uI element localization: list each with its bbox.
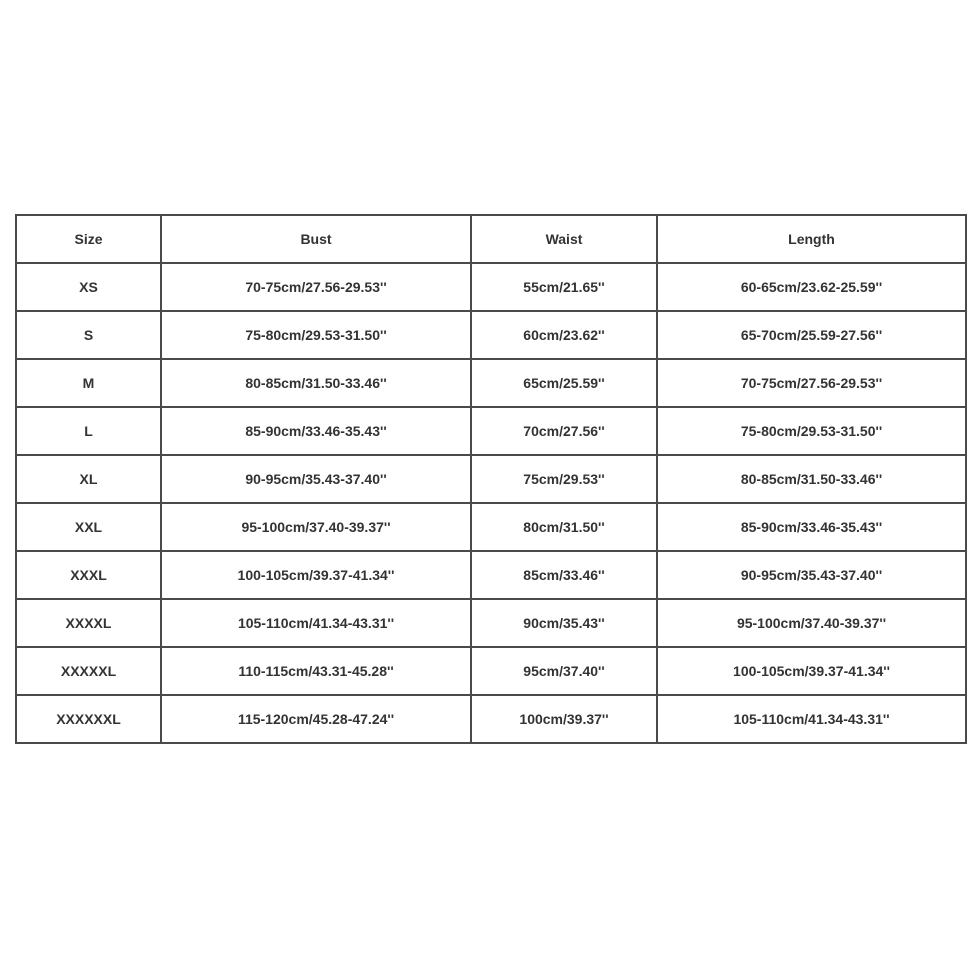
- cell-size: XXXXXL: [16, 647, 161, 695]
- header-size: Size: [16, 215, 161, 263]
- cell-bust: 75-80cm/29.53-31.50'': [161, 311, 471, 359]
- cell-length: 95-100cm/37.40-39.37'': [657, 599, 966, 647]
- cell-length: 70-75cm/27.56-29.53'': [657, 359, 966, 407]
- cell-length: 75-80cm/29.53-31.50'': [657, 407, 966, 455]
- cell-waist: 90cm/35.43'': [471, 599, 657, 647]
- cell-bust: 85-90cm/33.46-35.43'': [161, 407, 471, 455]
- cell-waist: 95cm/37.40'': [471, 647, 657, 695]
- table-row: [16, 311, 966, 359]
- cell-waist: 85cm/33.46'': [471, 551, 657, 599]
- cell-bust: 90-95cm/35.43-37.40'': [161, 455, 471, 503]
- table-row: [16, 503, 966, 551]
- table-row: [16, 455, 966, 503]
- header-bust: Bust: [161, 215, 471, 263]
- cell-size: XXL: [16, 503, 161, 551]
- table-row: [16, 359, 966, 407]
- table-row: [16, 599, 966, 647]
- cell-waist: 80cm/31.50'': [471, 503, 657, 551]
- table-row: [16, 647, 966, 695]
- cell-bust: 70-75cm/27.56-29.53'': [161, 263, 471, 311]
- cell-bust: 110-115cm/43.31-45.28'': [161, 647, 471, 695]
- cell-size: XXXL: [16, 551, 161, 599]
- header-waist: Waist: [471, 215, 657, 263]
- cell-waist: 55cm/21.65'': [471, 263, 657, 311]
- cell-size: S: [16, 311, 161, 359]
- cell-length: 85-90cm/33.46-35.43'': [657, 503, 966, 551]
- cell-size: L: [16, 407, 161, 455]
- header-length: Length: [657, 215, 966, 263]
- cell-size: XL: [16, 455, 161, 503]
- cell-waist: 60cm/23.62'': [471, 311, 657, 359]
- table-row: [16, 695, 966, 743]
- cell-size: XXXXL: [16, 599, 161, 647]
- cell-waist: 70cm/27.56'': [471, 407, 657, 455]
- cell-bust: 100-105cm/39.37-41.34'': [161, 551, 471, 599]
- table-row: [16, 551, 966, 599]
- cell-waist: 65cm/25.59'': [471, 359, 657, 407]
- cell-bust: 105-110cm/41.34-43.31'': [161, 599, 471, 647]
- cell-length: 60-65cm/23.62-25.59'': [657, 263, 966, 311]
- cell-length: 100-105cm/39.37-41.34'': [657, 647, 966, 695]
- cell-bust: 95-100cm/37.40-39.37'': [161, 503, 471, 551]
- cell-waist: 75cm/29.53'': [471, 455, 657, 503]
- cell-length: 105-110cm/41.34-43.31'': [657, 695, 966, 743]
- cell-bust: 115-120cm/45.28-47.24'': [161, 695, 471, 743]
- cell-waist: 100cm/39.37'': [471, 695, 657, 743]
- cell-length: 90-95cm/35.43-37.40'': [657, 551, 966, 599]
- header-row: [16, 215, 966, 263]
- cell-length: 80-85cm/31.50-33.46'': [657, 455, 966, 503]
- cell-size: XS: [16, 263, 161, 311]
- cell-bust: 80-85cm/31.50-33.46'': [161, 359, 471, 407]
- cell-size: M: [16, 359, 161, 407]
- cell-size: XXXXXXL: [16, 695, 161, 743]
- size-chart-table: [15, 214, 967, 744]
- table-row: [16, 263, 966, 311]
- table-row: [16, 407, 966, 455]
- cell-length: 65-70cm/25.59-27.56'': [657, 311, 966, 359]
